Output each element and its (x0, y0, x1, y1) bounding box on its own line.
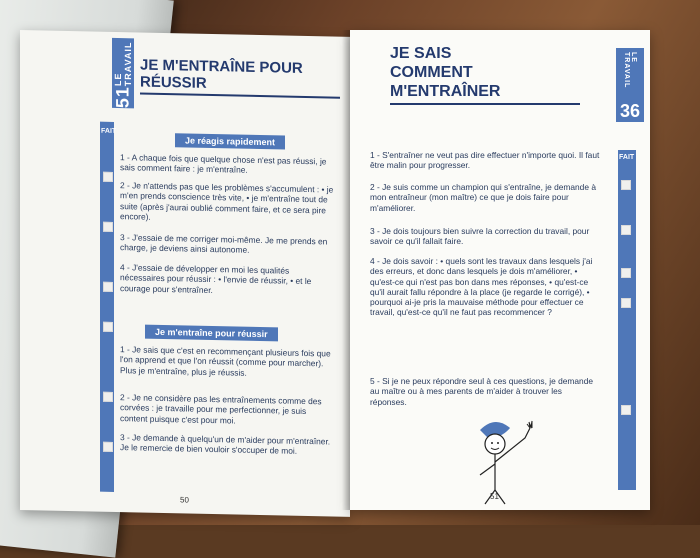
boy-illustration (470, 420, 560, 505)
left-checkbox-4[interactable] (103, 322, 113, 332)
left-page-title: JE M'ENTRAÎNE POUR RÉUSSIR (140, 57, 340, 99)
left-item-1-4: 4 - J'essaie de développer en moi les qualités nécessaires pour réussir : • l'envie de réussir, • et le courage pour s'entraîner. (120, 262, 312, 295)
right-title-line1: JE SAIS (390, 45, 452, 62)
left-page-number: 50 (180, 495, 189, 505)
right-item-1: 1 - S'entraîner ne veut pas dire effectuer n'importe quoi. Il faut être malin pour progresser. (370, 150, 600, 171)
left-checkbox-6[interactable] (103, 442, 113, 452)
right-fait-strip (618, 150, 636, 490)
right-title-line2: COMMENT M'ENTRAÎNER (390, 64, 501, 100)
open-book (20, 30, 670, 525)
right-tab-number: 36 (619, 101, 641, 121)
right-page (350, 30, 650, 510)
left-item-2-2: 2 - Je ne considère pas les entraînements comme des corvées : je travaille pour me perfectionner, je suis content puisque c'est pour moi. (120, 392, 322, 426)
right-chapter-tab (616, 48, 644, 122)
left-chapter-tab (112, 38, 134, 108)
left-item-1-2: 2 - Je n'attends pas que les problèmes s'accumulent : • je m'en prends conscience très vite, • je m'entraîne tout de suite (après j'aurai oublié comment faire, et ce sera pire encore). (120, 180, 334, 222)
left-item-2-3: 3 - Je demande à quelqu'un de m'aider pour m'entraîner. Je le remercie de bien vouloir s'occuper de moi. (120, 432, 331, 457)
left-checkbox-5[interactable] (103, 392, 113, 402)
left-tab-label: LE TRAVAIL (113, 41, 133, 87)
right-page-title (390, 44, 580, 105)
right-page-number: 51 (490, 492, 499, 501)
right-item-3: 3 - Je dois toujours bien suivre la correction du travail, pour savoir ce qu'il fallait faire. (370, 226, 590, 247)
left-checkbox-3[interactable] (103, 282, 113, 292)
right-checkbox-2[interactable] (621, 225, 631, 235)
left-section1-heading: Je réagis rapidement (175, 133, 285, 149)
right-checkbox-3[interactable] (621, 268, 631, 278)
right-fait-label: FAIT (619, 154, 635, 161)
left-page (20, 30, 350, 517)
right-tab-label: LE TRAVAIL (623, 52, 637, 89)
right-item-5: 5 - Si je ne peux répondre seul à ces questions, je demande au maître ou à mes parents de m'aider à trouver les réponses. (370, 376, 594, 407)
right-checkbox-5[interactable] (621, 405, 631, 415)
left-item-2-1: 1 - Je sais que c'est en recommençant plusieurs fois que l'on apprend et que l'on réussit (comme pour marcher). Plus je m'entraîne, plus je réussis. (120, 344, 331, 378)
left-checkbox-1[interactable] (103, 172, 113, 182)
left-item-1-1: 1 - A chaque fois que quelque chose n'est pas réussi, je sais comment faire : je m'entraîne. (120, 152, 327, 176)
right-checkbox-1[interactable] (621, 180, 631, 190)
left-item-1-3: 3 - J'essaie de me corriger moi-même. Je me prends en charge, je deviens ainsi autonome. (120, 232, 328, 256)
right-item-4: 4 - Je dois savoir : • quels sont les travaux dans lesquels j'ai des erreurs, et donc dans lesquels je dois m'améliorer, • qu'est-ce qui n'est pas bon dans mes réponses, • qu'est-ce qu'il aurait fallu répondre à la place (je regarde le corrigé), • pourquoi ai-je pris la mauvaise méthode pour effectuer ce travail, qu'est-ce qu'il ne faut pas recommencer ? (370, 256, 593, 318)
right-item-2: 2 - Je suis comme un champion qui s'entraîne, je demande à mon entraîneur (mon maître) ce que je dois faire pour m'améliorer. (370, 182, 596, 213)
left-checkbox-2[interactable] (103, 222, 113, 232)
left-section2-heading: Je m'entraîne pour réussir (145, 325, 278, 342)
right-checkbox-4[interactable] (621, 298, 631, 308)
left-fait-label: FAIT (101, 127, 117, 136)
left-tab-number: 51 (112, 85, 133, 109)
